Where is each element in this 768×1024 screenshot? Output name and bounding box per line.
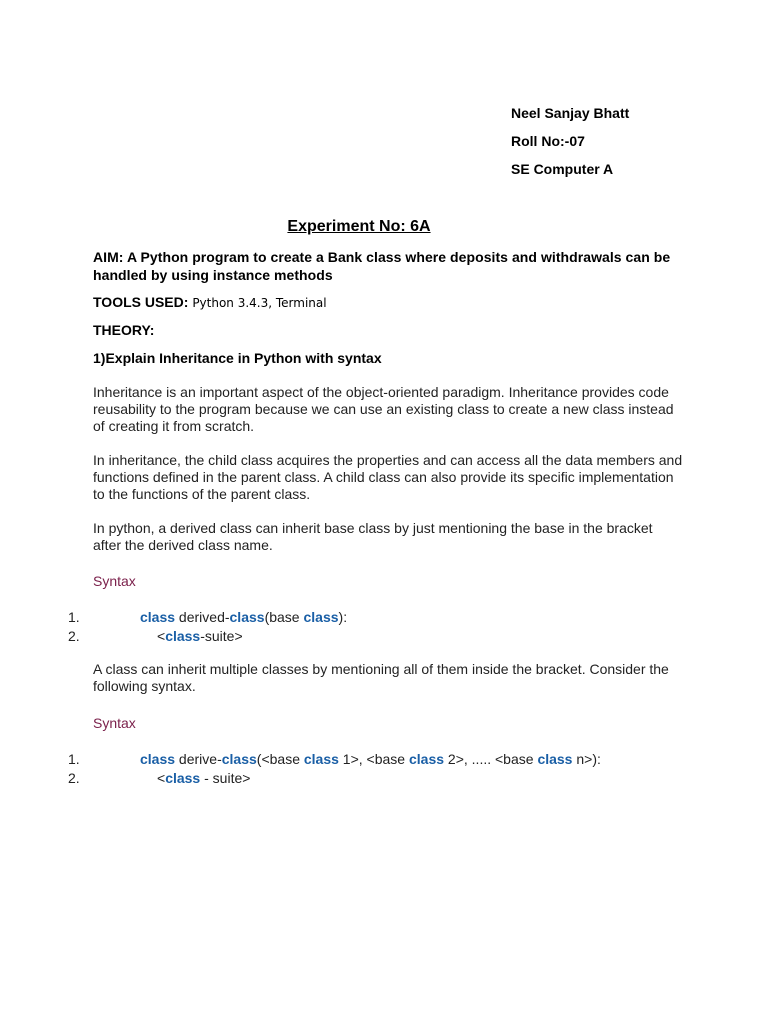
code-segment: derived- xyxy=(175,609,230,625)
code-keyword: class xyxy=(165,628,201,644)
syntax-label: Syntax xyxy=(93,573,136,589)
code-keyword: class xyxy=(221,751,257,767)
code-segment: < xyxy=(157,770,166,786)
code-keyword: class xyxy=(303,751,339,767)
tools-label: TOOLS USED: xyxy=(93,294,189,310)
code-line xyxy=(0,628,700,646)
code-line xyxy=(0,609,700,627)
code-segment: < xyxy=(157,628,166,644)
paragraph-inheritance-intro: Inheritance is an important aspect of the object-oriented paradigm. Inheritance provides code reusability to the program because we can use an existing class to create a new class instead of creating it from scratch. xyxy=(93,384,674,434)
code-segment: n>): xyxy=(572,751,601,767)
code-text xyxy=(140,609,347,625)
code-line xyxy=(0,770,700,788)
code-segment: ): xyxy=(338,609,348,625)
code-segment: 1>, <base xyxy=(338,751,409,767)
syntax-label: Syntax xyxy=(93,715,136,731)
aim-statement: AIM: A Python program to create a Bank class where deposits and withdrawals can be handled by using instance methods xyxy=(93,249,671,283)
line-number: 2. xyxy=(68,628,80,644)
code-text xyxy=(157,628,243,644)
code-segment: (<base xyxy=(256,751,304,767)
code-keyword: class xyxy=(408,751,445,767)
tools-value: Python 3.4.3, Terminal xyxy=(192,296,327,310)
roll-number: Roll No:-07 xyxy=(511,133,585,149)
code-segment: (base xyxy=(264,609,304,625)
code-keyword: class xyxy=(165,770,201,786)
code-keyword: class xyxy=(537,751,573,767)
code-keyword: class xyxy=(303,609,339,625)
code-text xyxy=(140,751,601,767)
code-keyword: class xyxy=(229,609,265,625)
code-line xyxy=(0,751,700,769)
code-segment: -suite> xyxy=(200,628,243,644)
paragraph-derived-class: In python, a derived class can inherit base class by just mentioning the base in the bracket after the derived class name. xyxy=(93,520,653,553)
tools-used xyxy=(93,294,327,310)
class-name: SE Computer A xyxy=(511,161,614,177)
line-number: 2. xyxy=(68,770,80,786)
code-keyword: class xyxy=(140,751,176,767)
line-number: 1. xyxy=(68,751,80,767)
author-name: Neel Sanjay Bhatt xyxy=(511,105,630,121)
paragraph-child-class: In inheritance, the child class acquires the properties and can access all the data members and functions defined in the parent class. A child class can also provide its specific implementation to the functions of the parent class. xyxy=(93,452,683,502)
paragraph-multiple-inheritance: A class can inherit multiple classes by mentioning all of them inside the bracket. Consider the following syntax. xyxy=(93,661,669,694)
code-keyword: class xyxy=(140,609,176,625)
code-segment: - suite> xyxy=(200,770,251,786)
code-segment: 2>, ..... <base xyxy=(444,751,538,767)
experiment-title: Experiment No: 6A xyxy=(287,218,431,235)
theory-heading: THEORY: xyxy=(93,322,155,338)
line-number: 1. xyxy=(68,609,80,625)
code-text xyxy=(157,770,250,786)
code-segment: derive- xyxy=(175,751,222,767)
question-heading: 1)Explain Inheritance in Python with syntax xyxy=(93,350,382,366)
